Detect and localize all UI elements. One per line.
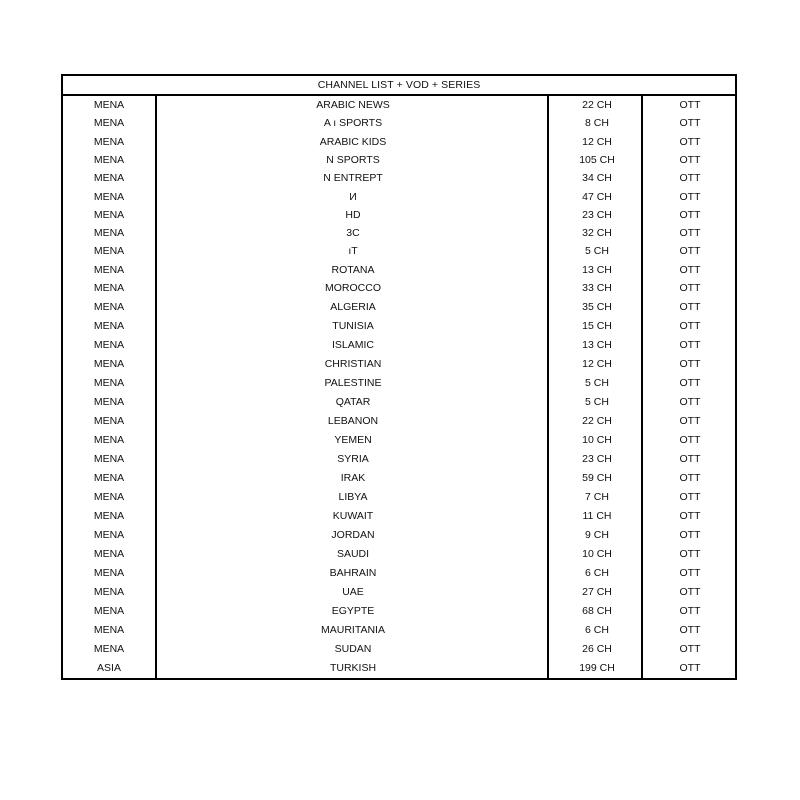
channel-name-cell: UAE [342, 586, 364, 598]
region-cell: MENA [93, 434, 125, 446]
service-type-cell: OTT [679, 227, 701, 240]
service-type-cell: OTT [679, 472, 701, 484]
service-type-cell: OTT [679, 662, 701, 674]
channel-count-cell: 8 CH [585, 117, 609, 130]
region-cell: MENA [93, 586, 125, 598]
service-type-cell: OTT [679, 358, 701, 370]
channel-count-cell: 22 CH [582, 415, 612, 427]
channel-count-cell: 5 CH [585, 245, 609, 258]
channel-count-cell: 7 CH [585, 491, 609, 503]
region-cell: MENA [93, 358, 125, 370]
table-row [63, 261, 735, 279]
channel-name-cell: SYRIA [337, 453, 369, 465]
table-row [63, 469, 735, 487]
table-row [63, 393, 735, 411]
table-row [63, 151, 735, 169]
table-row [63, 602, 735, 620]
channel-name-cell: IRAK [340, 472, 366, 484]
channel-name-cell: LEBANON [327, 415, 379, 427]
channel-name-cell: KUWAIT [332, 510, 374, 522]
region-cell: MENA [93, 624, 125, 636]
table-row [63, 526, 735, 544]
channel-name-cell: TURKISH [329, 662, 377, 674]
channel-name-cell: TUNISIA [332, 320, 374, 332]
channel-name-cell: SUDAN [334, 643, 372, 655]
channel-count-cell: 12 CH [582, 135, 612, 148]
region-cell: MENA [93, 472, 125, 484]
channel-count-cell: 27 CH [582, 586, 612, 598]
channel-count-cell: 68 CH [582, 605, 612, 617]
service-type-cell: OTT [679, 320, 701, 332]
table-row [63, 564, 735, 582]
table-row [63, 355, 735, 373]
region-cell: MENA [93, 208, 125, 221]
region-cell: MENA [93, 510, 125, 522]
service-type-cell: OTT [679, 190, 701, 203]
channel-count-cell: 6 CH [585, 567, 609, 579]
region-cell: MENA [93, 548, 125, 560]
channel-name-cell: A ı SPORTS [323, 117, 383, 130]
channel-count-cell: 23 CH [582, 208, 612, 221]
channel-name-cell: 3C [346, 227, 360, 240]
service-type-cell: OTT [679, 491, 701, 503]
table-row [63, 317, 735, 335]
service-type-cell: OTT [679, 377, 701, 389]
channel-count-cell: 5 CH [585, 396, 609, 408]
service-type-cell: OTT [679, 396, 701, 408]
region-cell: MENA [93, 339, 125, 351]
channel-count-cell: 15 CH [582, 320, 612, 332]
service-type-cell: OTT [679, 153, 701, 166]
region-cell: ASIA [97, 662, 121, 674]
channel-name-cell: MAURITANIA [321, 624, 385, 636]
service-type-cell: OTT [679, 624, 701, 636]
table-row [63, 545, 735, 563]
table-row [63, 412, 735, 430]
service-type-cell: OTT [679, 117, 701, 130]
table-row [63, 507, 735, 525]
channel-name-cell: ıT [348, 245, 358, 258]
table-border-right [735, 74, 737, 680]
channel-name-cell: N SPORTS [326, 153, 380, 166]
channel-count-cell: 47 CH [582, 190, 612, 203]
region-cell: MENA [93, 567, 125, 579]
service-type-cell: OTT [679, 510, 701, 522]
service-type-cell: OTT [679, 301, 701, 313]
service-type-cell: OTT [679, 99, 701, 111]
service-type-cell: OTT [679, 339, 701, 351]
table-row [63, 336, 735, 354]
channel-name-cell: QATAR [335, 396, 371, 408]
channel-name-cell: SAUDI [336, 548, 370, 560]
service-type-cell: OTT [679, 586, 701, 598]
channel-count-cell: 23 CH [582, 453, 612, 465]
table-row [63, 242, 735, 260]
region-cell: MENA [93, 643, 125, 655]
service-type-cell: OTT [679, 548, 701, 560]
table-row [63, 621, 735, 639]
channel-name-cell: PALESTINE [324, 377, 382, 389]
channel-name-cell: EGYPTE [331, 605, 375, 617]
channel-name-cell: ALGERIA [330, 301, 376, 313]
channel-name-cell: ISLAMIC [331, 339, 374, 351]
region-cell: MENA [93, 491, 125, 503]
service-type-cell: OTT [679, 605, 701, 617]
channel-name-cell: CHRISTIAN [324, 358, 382, 370]
service-type-cell: OTT [679, 434, 701, 446]
channel-count-cell: 59 CH [582, 472, 612, 484]
channel-count-cell: 22 CH [582, 99, 612, 111]
channel-count-cell: 10 CH [582, 548, 612, 560]
table-row [63, 224, 735, 242]
channel-count-cell: 33 CH [582, 282, 612, 294]
region-cell: MENA [93, 282, 125, 294]
channel-name-cell: BAHRAIN [329, 567, 377, 579]
channel-count-cell: 105 CH [579, 153, 615, 166]
channel-count-cell: 11 CH [582, 510, 612, 522]
channel-name-cell: ROTANA [331, 263, 375, 276]
channel-name-cell: ARABIC KIDS [319, 135, 387, 148]
region-cell: MENA [93, 99, 125, 111]
region-cell: MENA [93, 415, 125, 427]
service-type-cell: OTT [679, 529, 701, 541]
table-row [63, 659, 735, 677]
channel-name-cell: ARABIC NEWS [316, 99, 390, 111]
service-type-cell: OTT [679, 643, 701, 655]
channel-name-cell: N ENTREPT [323, 172, 383, 185]
service-type-cell: OTT [679, 208, 701, 221]
channel-list-table [61, 74, 737, 680]
table-title: CHANNEL LIST + VOD + SERIES [63, 76, 735, 96]
service-type-cell: OTT [679, 135, 701, 148]
table-row [63, 431, 735, 449]
channel-count-cell: 13 CH [582, 263, 612, 276]
channel-count-cell: 6 CH [585, 624, 609, 636]
channel-count-cell: 34 CH [582, 172, 612, 185]
channel-count-cell: 199 CH [579, 662, 615, 674]
channel-name-cell: HD [345, 208, 361, 221]
region-cell: MENA [93, 301, 125, 313]
channel-name-cell: JORDAN [331, 529, 375, 541]
service-type-cell: OTT [679, 282, 701, 294]
table-row [63, 640, 735, 658]
table-row [63, 169, 735, 187]
table-row [63, 188, 735, 206]
service-type-cell: OTT [679, 415, 701, 427]
channel-count-cell: 32 CH [582, 227, 612, 240]
channel-count-cell: 13 CH [582, 339, 612, 351]
service-type-cell: OTT [679, 567, 701, 579]
service-type-cell: OTT [679, 245, 701, 258]
service-type-cell: OTT [679, 172, 701, 185]
region-cell: MENA [93, 245, 125, 258]
table-border-bottom [61, 678, 737, 680]
region-cell: MENA [93, 605, 125, 617]
region-cell: MENA [93, 172, 125, 185]
region-cell: MENA [93, 453, 125, 465]
table-row [63, 206, 735, 224]
table-row [63, 114, 735, 132]
table-row [63, 133, 735, 151]
region-cell: MENA [93, 377, 125, 389]
region-cell: MENA [93, 117, 125, 130]
service-type-cell: OTT [679, 453, 701, 465]
region-cell: MENA [93, 227, 125, 240]
channel-name-cell: YEMEN [334, 434, 372, 446]
channel-name-cell: LIBYA [338, 491, 368, 503]
channel-count-cell: 10 CH [582, 434, 612, 446]
table-row [63, 279, 735, 297]
channel-count-cell: 9 CH [585, 529, 609, 541]
table-row [63, 488, 735, 506]
table-row [63, 298, 735, 316]
channel-name-cell: И [349, 190, 357, 203]
table-row [63, 374, 735, 392]
region-cell: MENA [93, 263, 125, 276]
region-cell: MENA [93, 135, 125, 148]
channel-name-cell: MOROCCO [325, 282, 381, 294]
region-cell: MENA [93, 320, 125, 332]
service-type-cell: OTT [679, 263, 701, 276]
region-cell: MENA [93, 190, 125, 203]
table-row [63, 96, 735, 114]
channel-count-cell: 35 CH [582, 301, 612, 313]
channel-count-cell: 26 CH [582, 643, 612, 655]
channel-count-cell: 12 CH [582, 358, 612, 370]
region-cell: MENA [93, 153, 125, 166]
region-cell: MENA [93, 396, 125, 408]
table-row [63, 583, 735, 601]
table-row [63, 450, 735, 468]
region-cell: MENA [93, 529, 125, 541]
channel-count-cell: 5 CH [585, 377, 609, 389]
